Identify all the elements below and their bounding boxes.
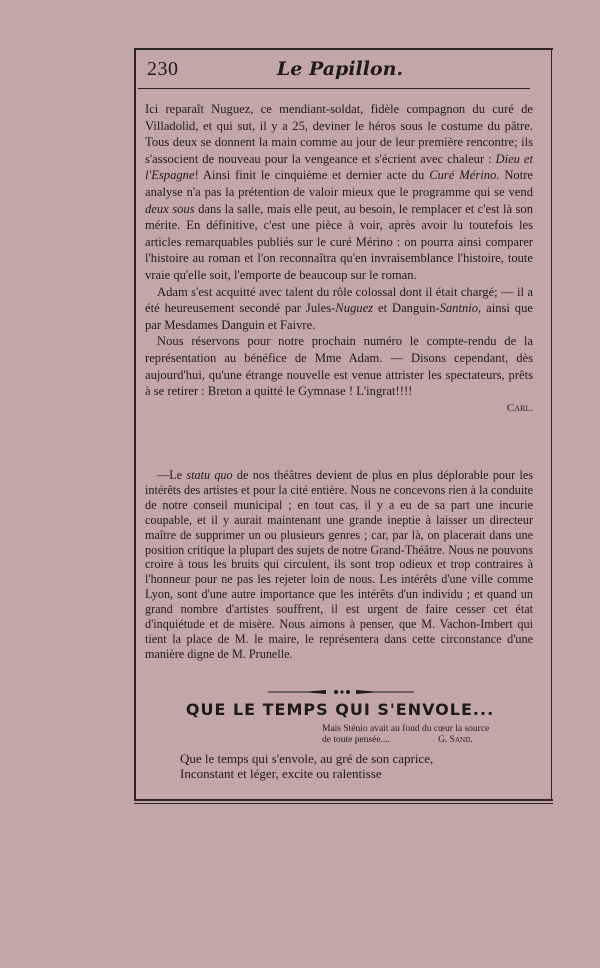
article-body	[145, 101, 533, 416]
italic-phrase: statu quo	[186, 468, 233, 482]
epigraph	[322, 724, 522, 746]
frame-right-rule	[551, 48, 552, 801]
poem-verse	[180, 751, 433, 781]
frame-bottom-rule-thin	[134, 803, 553, 804]
verse-line: Que le temps qui s'envole, au gré de son caprice,	[180, 751, 434, 766]
play-title: Curé Mérino.	[429, 168, 500, 183]
italic-phrase: Dieu et l'Espagne	[145, 151, 533, 183]
paragraph-1: Ici reparaît Nuguez, ce mendiant-soldat, fidèle compagnon du curé de Villadolid, et qui sut, il y a 25, deviner le héros sous le costume du pâtre. Tous deux se donnent la main comme au jour de leur première rencontre; ils s'associent de nouveau pour la vengeance et s'écrient avec chaleur : Dieu et l'Espagne! Ainsi finit le cinquième et dernier acte du Curé Mérino. Notre analyse n'a pas la prétention de valoir mieux que le programme qui se vend deux sous dans la salle, mais elle peut, au besoin, le remplacer et c'est là son mérite. En définitive, c'est une pièce à voir, après avoir lu toutefois les articles remarquables publiés sur le curé Mérino : on pourra ainsi comparer l'histoire au roman et l'on reconnaîtra qu'en invraisemblance l'histoire, toute vraie qu'elle soit, l'emporte de beaucoup sur le roman.	[145, 102, 533, 282]
ornament-divider	[266, 687, 416, 697]
article-body-dense	[145, 468, 533, 662]
signature: Carl.	[506, 401, 533, 414]
epigraph-author: G. Sand.	[438, 735, 473, 745]
page-number: 230	[147, 58, 179, 80]
header-rule	[138, 88, 530, 89]
paragraph-3: Nous réservons pour notre prochain numéro le compte-rendu de la représentation au bénéfice de Mme Adam. — Disons cependant, dès aujourd'hui, qu'une étrange nouvelle est venue attrister les spectateurs, prêts à se retirer : Breton a quitté le Gymnase ! L'ingrat!!!!	[145, 334, 533, 399]
paragraph-4: —Le statu quo de nos théâtres devient de plus en plus déplorable pour les intérêts des artistes et pour la cité entière. Nous ne concevons rien à la conduite de notre conseil municipal ; en tout cas, il y a eu de sa part une incurie coupable, et il y aurait maintenant une grande ineptie à laisser un directeur maître de supprimer un ou plusieurs genres ; car, par là, on placerait dans une position critique la plupart des sujets de notre Grand-Théâtre. Nous ne pouvons croire à tous les bruits qui circulent, ils sont trop odieux et trop contraires à l'honneur pour ne pas les rejeter loin de nous. Les intérêts d'une ville comme Lyon, sont d'une autre importance que les intérêts d'un individu ; et quand un grand nombre d'artistes souffrent, il est urgent de faire cesser cet état d'inquiétude et de misère. Nous aimons à penser, que M. Vachon-Imbert qui tient la place de M. le maire, le représentera dans cette circonstance d'une manière digne de M. Prunelle.	[145, 468, 534, 661]
epigraph-line: de toute pensée.... G. Sand.	[322, 735, 473, 745]
frame-bottom-rule	[134, 799, 553, 801]
frame-top-rule	[134, 48, 553, 50]
italic-phrase: deux sous	[145, 201, 195, 216]
journal-title: Le Papillon.	[276, 58, 404, 80]
verse-line: Inconstant et léger, excite ou ralentisse	[180, 766, 382, 781]
poem-title: QUE LE TEMPS QUI S'ENVOLE...	[185, 700, 495, 719]
role-name: Nuguez	[335, 301, 374, 316]
frame-left-rule	[134, 48, 136, 801]
role-name: Santnio	[439, 301, 479, 316]
paragraph-2: Adam s'est acquitté avec talent du rôle colossal dont il était chargé; — il a été heureusement secondé par Jules-Nuguez et Danguin-Santnio, ainsi que par Mesdames Danguin et Faivre.	[145, 284, 533, 332]
epigraph-line: Mais Sténio avait au fond du cœur la source	[322, 724, 490, 734]
